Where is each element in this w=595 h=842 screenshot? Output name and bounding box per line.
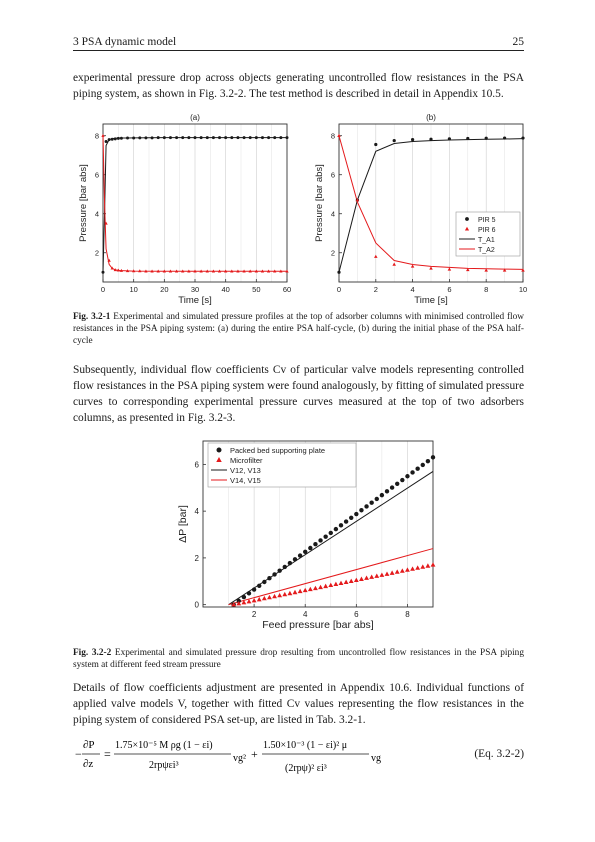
- data-point: [411, 138, 414, 141]
- legend-label-2: T_A1: [478, 236, 495, 244]
- data-point: [138, 136, 141, 139]
- x-tick-label-6: 60: [282, 285, 292, 294]
- y-tick-label-3: 8: [330, 131, 335, 141]
- data-point: [206, 136, 209, 139]
- equation-label: (Eq. 3.2-2): [474, 748, 524, 760]
- eq-term2-var: vg: [371, 753, 381, 764]
- data-point: [359, 577, 364, 581]
- data-point: [313, 542, 317, 546]
- data-point: [108, 138, 111, 141]
- eq-lhs-den: ∂z: [83, 758, 94, 770]
- data-point: [390, 485, 394, 489]
- x-tick-label-3: 30: [190, 285, 200, 294]
- legend-swatch-0: [217, 448, 222, 453]
- data-point: [379, 572, 384, 576]
- x-tick-label-3: 8: [405, 610, 410, 619]
- figure-1-caption-text: Experimental and simulated pressure profiles at the top of adsorber columns with minimised controlled flow resistances in the PSA piping system: (a) during the entire PSA half-cycle, (b) during the initial phase of the PSA half-cycle: [73, 312, 524, 346]
- data-point: [323, 534, 327, 538]
- data-point: [349, 579, 354, 583]
- data-point: [279, 136, 282, 139]
- data-point: [354, 512, 358, 516]
- data-point: [181, 136, 184, 139]
- data-point: [429, 138, 432, 141]
- legend-label-3: V14, V15: [230, 475, 261, 485]
- data-point: [132, 137, 135, 140]
- data-point: [374, 255, 378, 258]
- data-point: [114, 137, 117, 140]
- data-point: [257, 597, 262, 601]
- data-point: [169, 136, 172, 139]
- figure-2-caption-text: Experimental and simulated pressure drop resulting from uncontrolled flow resistances in the PSA piping system at different feed stream pressure: [73, 648, 524, 670]
- figure-1-caption-label: Fig. 3.2-1: [73, 312, 111, 322]
- data-point: [375, 497, 379, 501]
- x-tick-label-2: 4: [410, 285, 415, 294]
- y-axis-label: Pressure [bar abs]: [78, 164, 89, 242]
- data-point: [426, 459, 430, 463]
- legend-label-1: PIR 6: [478, 226, 496, 234]
- x-tick-label-0: 0: [100, 285, 106, 294]
- x-tick-label-1: 4: [302, 610, 308, 619]
- data-point: [298, 589, 303, 593]
- header-page-number: 25: [512, 36, 524, 48]
- data-point: [277, 593, 282, 597]
- data-point: [323, 584, 328, 588]
- data-point: [117, 137, 120, 140]
- data-point: [151, 136, 154, 139]
- data-point: [359, 508, 363, 512]
- data-point: [293, 557, 297, 561]
- data-point: [255, 136, 258, 139]
- x-axis-label: Time [s]: [414, 295, 448, 306]
- data-point: [337, 271, 340, 274]
- data-point: [390, 570, 395, 574]
- y-tick-label-3: 6: [194, 460, 199, 470]
- eq-term1-var: vg²: [233, 753, 246, 764]
- figure-3-2-1: [73, 108, 533, 308]
- y-tick-label-1: 4: [330, 209, 335, 219]
- data-point: [369, 575, 374, 579]
- x-axis-label: Feed pressure [bar abs]: [262, 619, 374, 631]
- data-point: [425, 563, 430, 567]
- data-point: [287, 591, 292, 595]
- data-point: [393, 139, 396, 142]
- eq-equals: =: [104, 747, 111, 761]
- y-tick-label-0: 2: [94, 248, 99, 258]
- data-point: [267, 595, 272, 599]
- data-point: [405, 567, 410, 571]
- data-point: [313, 586, 318, 590]
- data-point: [466, 137, 469, 140]
- x-tick-label-2: 6: [354, 610, 359, 619]
- data-point: [410, 566, 415, 570]
- data-point: [247, 591, 251, 595]
- data-point: [339, 523, 343, 527]
- data-point: [293, 590, 298, 594]
- figure-2-caption: [73, 647, 524, 671]
- x-tick-label-4: 8: [484, 285, 489, 294]
- data-point: [273, 136, 276, 139]
- data-point: [395, 482, 399, 486]
- data-point: [282, 592, 287, 596]
- y-tick-label-1: 2: [194, 553, 199, 563]
- data-point: [288, 561, 292, 565]
- data-point: [318, 538, 322, 542]
- data-point: [364, 504, 368, 508]
- data-point: [252, 587, 256, 591]
- data-point: [349, 516, 353, 520]
- data-point: [385, 571, 390, 575]
- data-point: [329, 531, 333, 535]
- data-point: [261, 136, 264, 139]
- eq-term2-den: (2rpψ)² εi³: [285, 763, 327, 774]
- data-point: [262, 596, 267, 600]
- paragraph-3: Details of flow coefficients adjustment are presented in Appendix 10.6. Individual functions of applied valve models V, together with fitted Cv values representing the flow resistances in the piping system of considered PSA set-up, are listed in Tab. 3.2-1.: [73, 682, 524, 726]
- data-point: [431, 455, 435, 459]
- data-point: [236, 136, 239, 139]
- data-point: [344, 580, 349, 584]
- data-point: [175, 136, 178, 139]
- data-point: [242, 595, 246, 599]
- data-point: [105, 140, 108, 143]
- x-tick-label-2: 20: [160, 285, 169, 294]
- legend-label-0: Packed bed supporting plate: [230, 445, 326, 455]
- data-point: [308, 587, 313, 591]
- data-point: [212, 136, 215, 139]
- data-point: [243, 136, 246, 139]
- legend-label-0: PIR 5: [478, 216, 496, 224]
- data-point: [400, 568, 405, 572]
- data-point: [503, 136, 506, 139]
- legend-swatch-0: [465, 217, 469, 221]
- data-point: [400, 478, 404, 482]
- data-point: [194, 136, 197, 139]
- data-point: [334, 527, 338, 531]
- y-tick-label-2: 4: [194, 507, 199, 517]
- data-point: [339, 581, 344, 585]
- data-point: [262, 580, 266, 584]
- data-point: [277, 568, 281, 572]
- data-point: [421, 463, 425, 467]
- y-tick-label-0: 0: [194, 600, 199, 610]
- data-point: [385, 489, 389, 493]
- eq-term1-den: 2rpψεi³: [149, 760, 179, 771]
- data-point: [286, 136, 289, 139]
- data-point: [303, 588, 308, 592]
- data-point: [380, 493, 384, 497]
- x-tick-label-5: 50: [252, 285, 261, 294]
- data-point: [395, 569, 400, 573]
- data-point: [415, 565, 420, 569]
- data-point: [249, 136, 252, 139]
- legend-label-3: T_A2: [478, 246, 495, 254]
- y-axis-label: ΔP [bar]: [177, 505, 189, 543]
- x-tick-label-3: 6: [447, 285, 452, 294]
- y-tick-label-3: 8: [94, 131, 99, 141]
- equation-formula: [73, 734, 443, 782]
- data-point: [344, 519, 348, 523]
- data-point: [405, 474, 409, 478]
- data-point: [224, 136, 227, 139]
- data-point: [157, 136, 160, 139]
- eq-term1-num: 1.75×10⁻⁵ M ρg (1 − εi): [115, 740, 213, 751]
- data-point: [303, 550, 307, 554]
- eq-minus: −: [75, 747, 82, 761]
- data-point: [485, 137, 488, 140]
- data-point: [257, 584, 261, 588]
- figure-2-caption-label: Fig. 3.2-2: [73, 648, 112, 658]
- legend-label-1: Microfilter: [230, 455, 263, 465]
- eq-plus: +: [251, 747, 258, 761]
- eq-lhs-num: ∂P: [83, 739, 95, 751]
- data-point: [448, 137, 451, 140]
- data-point: [267, 136, 270, 139]
- y-tick-label-0: 2: [330, 248, 335, 258]
- data-point: [200, 136, 203, 139]
- data-point: [328, 583, 333, 587]
- y-tick-label-2: 6: [330, 170, 335, 180]
- data-point: [272, 572, 276, 576]
- legend-label-2: V12, V13: [230, 465, 261, 475]
- data-point: [392, 263, 396, 266]
- x-tick-label-1: 10: [129, 285, 138, 294]
- data-point: [126, 137, 129, 140]
- data-point: [431, 562, 436, 566]
- data-point: [230, 136, 233, 139]
- data-point: [267, 576, 271, 580]
- x-tick-label-0: 0: [336, 285, 342, 294]
- data-point: [218, 136, 221, 139]
- data-point: [410, 470, 414, 474]
- figure-1-caption: [73, 311, 524, 347]
- data-point: [298, 553, 302, 557]
- data-point: [354, 578, 359, 582]
- y-axis-label: Pressure [bar abs]: [314, 164, 325, 242]
- data-point: [333, 582, 338, 586]
- equation-3-2-2: [73, 734, 524, 782]
- y-tick-label-1: 4: [94, 209, 99, 219]
- x-axis-label: Time [s]: [178, 295, 212, 306]
- y-tick-label-2: 6: [94, 170, 99, 180]
- data-point: [374, 573, 379, 577]
- data-point: [120, 137, 123, 140]
- data-point: [369, 500, 373, 504]
- data-point: [415, 466, 419, 470]
- data-point: [374, 143, 377, 146]
- eq-term2-num: 1.50×10⁻³ (1 − εi)² μ: [263, 740, 348, 751]
- data-point: [318, 585, 323, 589]
- data-point: [521, 136, 524, 139]
- data-point: [308, 546, 312, 550]
- data-point: [283, 565, 287, 569]
- x-tick-label-4: 40: [221, 285, 230, 294]
- paragraph-1: experimental pressure drop across objects generating uncontrolled flow resistances in the PSA piping system, as shown in Fig. 3.2-2. The test method is described in detail in Appendix 10.5.: [73, 72, 524, 100]
- x-tick-label-5: 10: [518, 285, 528, 294]
- data-point: [163, 136, 166, 139]
- data-point: [187, 136, 190, 139]
- x-tick-label-0: 2: [251, 610, 257, 619]
- data-point: [111, 138, 114, 141]
- data-point: [364, 576, 369, 580]
- paragraph-2: Subsequently, individual flow coefficients Cv of particular valve models representing controlled flow resistances in the PSA piping system were found analogously, by fitting of simulated pressure curves to corresponding experimental pressure curves measured at the top of two adsorbers columns, as presented in Fig. 3.2-3.: [73, 364, 524, 424]
- data-point: [102, 271, 105, 274]
- header-section-title: 3 PSA dynamic model: [73, 36, 177, 48]
- data-point: [272, 594, 277, 598]
- data-point: [420, 564, 425, 568]
- panel-label: (a): [190, 113, 200, 122]
- series-markers-1: [231, 562, 435, 606]
- figure-3-2-2: [170, 435, 440, 645]
- data-point: [144, 136, 147, 139]
- panel-label: (b): [426, 113, 436, 122]
- running-header: [73, 36, 524, 51]
- x-tick-label-1: 2: [373, 285, 378, 294]
